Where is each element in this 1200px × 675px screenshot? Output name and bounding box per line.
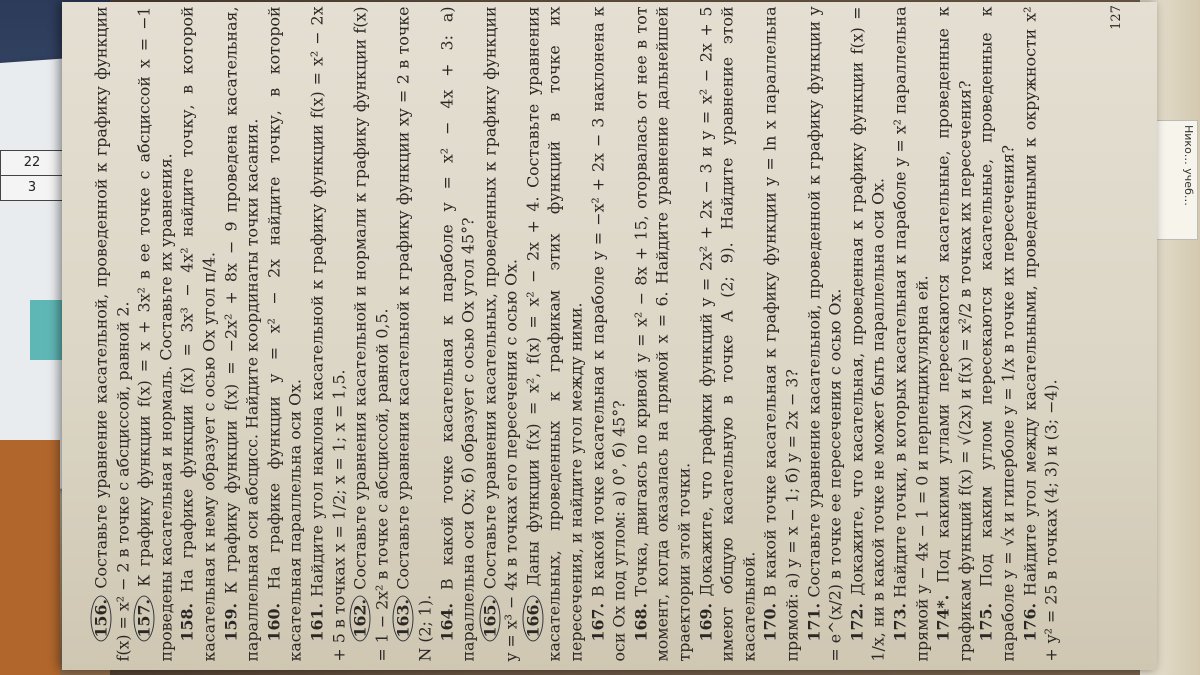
problem-number: 176. — [1020, 603, 1040, 642]
problem-number: 161. — [307, 603, 327, 642]
problem-text: Составьте уравнения касательной к графику функции xy = 2 в точке N (2; 1). — [393, 6, 435, 662]
problem-text: Найдите угол наклона касательной к графику функции f(x) = x² − 2x + 5 в точках x = 1/2; x = 1; x = 1,5. — [307, 6, 349, 662]
problem-text: К графику функции f(x) = −2x² + 8x − 9 проведена касательная, параллельная оси абсцисс. Найдите координаты точки касания. — [221, 6, 262, 662]
side-table-cell-1: 22 — [0, 150, 64, 176]
problem-item — [350, 7, 393, 662]
problem-text: На графике функции f(x) = 3x³ − 4x² найдите точку, в которой касательная к нему образует с осью Ox угол π/4. — [177, 6, 219, 662]
page-number: 127 — [1109, 5, 1125, 30]
problem-number: 166. — [522, 595, 543, 641]
problem-text: Под каким углом пересекаются касательные, проведенные к параболе y = √x и гиперболе y = 1/x в точке их пересечения? — [976, 6, 1018, 662]
problem-text: Найдите точки, в которых касательная к параболе y = x² параллельна прямой y − 4x − 1 = 0 и перпендикулярна ей. — [890, 6, 932, 662]
problem-number: 168. — [631, 603, 651, 642]
problem-text: На графике функции y = x² − 2x найдите точку, в которой касательная параллельна оси Ox. — [264, 6, 305, 662]
problem-text: Под какими углами пересекаются касательные, проведенные к графикам функций f(x) = √(2x) и f(x) = x²/2 в точках их пересечения? — [933, 6, 975, 662]
problem-number: 172. — [847, 603, 867, 642]
problem-item — [630, 7, 695, 662]
problem-text: Точка, двигаясь по кривой y = x² − 8x + 15, оторвалась от нее в тот момент, когда оказалась на прямой x = 6. Найдите уравнение дальнейшей траектории этой точки. — [631, 6, 694, 662]
problem-list — [91, 7, 1131, 662]
problem-item — [436, 7, 479, 662]
problem-item — [976, 7, 1019, 662]
problem-number: 163. — [393, 595, 414, 641]
problem-text: Составьте уравнения касательных, проведенных к графику функции y = x³ − 4x в точках его пересечения с осью Ox. — [480, 6, 521, 662]
problem-number: 156. — [91, 595, 112, 641]
problem-text: Составьте уравнения касательной и нормали к графику функции f(x) = 1 − 2x² в точке с абсциссой, равной 0,5. — [350, 6, 392, 662]
problem-item — [479, 7, 522, 662]
problem-text: Докажите, что касательная, проведенная к графику функции f(x) = 1/x, ни в какой точке не может быть параллельна оси Ox. — [847, 6, 888, 662]
right-note-text: Нико… учеб… — [1146, 120, 1198, 240]
problem-number: 171. — [804, 603, 824, 642]
problem-text: Составьте уравнение касательной, проведенной к графику функции y = e^(x/2) в точке ее пересечения с осью Ox. — [804, 6, 845, 662]
problem-item — [177, 7, 220, 662]
problem-number: 175. — [976, 603, 996, 642]
problem-item — [803, 7, 846, 662]
problem-item — [220, 7, 263, 662]
side-table-cell-2: 3 — [0, 175, 64, 201]
problem-text: Докажите, что графики функций y = 2x² + 2x − 3 и y = x² − 2x + 5 имеют общую касательную в точке A (2; 9). Найдите уравнение этой касательной. — [696, 6, 759, 662]
problem-item — [695, 7, 760, 662]
problem-number: 160. — [264, 603, 284, 642]
problem-item — [91, 7, 134, 662]
problem-item — [522, 7, 587, 662]
problem-item — [1019, 7, 1062, 662]
problem-number: 157. — [134, 595, 155, 641]
problem-number: 170. — [760, 603, 780, 642]
problem-number: 173. — [890, 603, 910, 642]
problem-item — [889, 7, 932, 662]
problem-item — [587, 7, 630, 662]
problem-number: 158. — [177, 603, 197, 642]
orange-object — [0, 440, 60, 675]
problem-item — [134, 7, 177, 662]
problem-number: 162. — [350, 595, 371, 641]
problem-item — [306, 7, 349, 662]
problem-number: 174*. — [933, 594, 953, 642]
problem-text: В какой точке касательная к графику функции y = ln x параллельна прямой: а) y = x − 1; б) y = 2x − 3? — [760, 6, 802, 662]
problem-text: В какой точке касательная к параболе y = −x² + 2x − 3 наклонена к оси Ox под углом: а) 0°, б) 45°? — [588, 6, 629, 662]
problem-text: Найдите угол между касательными, проведенными к окружности x² + y² = 25 в точках (4; 3) и (3; −4). — [1020, 6, 1061, 662]
problem-text: В какой точке касательная к параболе y = x² − 4x + 3: а) параллельна оси Ox; б) образует с осью Ox угол 45°? — [437, 6, 478, 662]
problem-number: 165. — [479, 595, 500, 641]
problem-number: 159. — [221, 603, 241, 642]
problem-item — [760, 7, 803, 662]
problem-number: 164. — [437, 603, 456, 642]
book-page — [62, 2, 1157, 670]
problem-item — [393, 7, 436, 662]
problem-text: К графику функции f(x) = x + 3x² в ее точке с абсциссой x = −1 проведены касательная и нормаль. Составьте их уравнения. — [134, 6, 176, 662]
problem-text: Составьте уравнение касательной, проведенной к графику функции f(x) = x² − 2 в точке с абсциссой, равной 2. — [91, 6, 133, 662]
problem-number: 169. — [696, 603, 716, 642]
problem-text: Даны функции f(x) = x², f(x) = x² − 2x + 4. Составьте уравнения касательных, проведенных к графикам этих функций в точке их пересечения, и найдите угол между ними. — [523, 6, 586, 662]
problem-item — [263, 7, 306, 662]
problem-item — [933, 7, 976, 662]
problem-number: 167. — [588, 603, 608, 642]
problem-item — [846, 7, 889, 662]
